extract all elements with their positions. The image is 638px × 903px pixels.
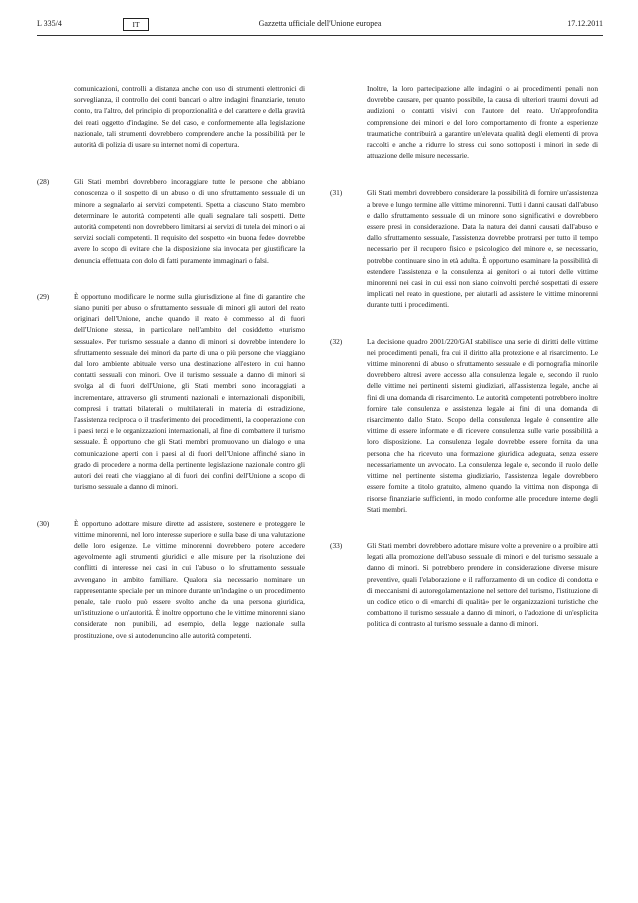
recital-33: [330, 540, 598, 630]
recital-text: Gli Stati membri dovrebbero adottare misure volte a prevenire o a proibire atti legati alla promozione dell'abuso sessuale di minori e del turismo sessuale a danno di minori. Si potrebbero prendere in considerazione diverse misure preventive, quali l'elaborazione e il rafforzamento di un codice di condotta e di meccanismi di autoregolamentazione nel settore del turismo, l'istituzione di un codice etico o di «marchi di qualità» per le organizzazioni turistiche che combattono il turismo sessuale a danno di minori, o l'adozione di un'esplicita politica di contrasto al turismo sessuale a danno di minori.: [367, 540, 598, 629]
left-column: [37, 83, 305, 641]
publication-date: 17.12.2011: [567, 19, 603, 28]
recital-number: (28): [37, 177, 50, 187]
recital-31: [330, 187, 598, 310]
recital-continuation: [37, 83, 305, 150]
recital-32: [330, 336, 598, 515]
recital-text: La decisione quadro 2001/220/GAI stabilisce una serie di diritti delle vittime nei procedimenti penali, fra cui il diritto alla protezione e al risarcimento. Le vittime minorenni di abuso o sfruttamento sessuale e di pornografia minorile dovrebbero altresì avere accesso alla consulenza legale e, secondo il ruolo delle vittime nei pertinenti sistemi giudiziari, all'assistenza legale, anche ai fini di una domanda di risarcimento. Le autorità competenti potrebbero inoltre fornire tale consulenza e assistenza legale ai fini di una domanda di risarcimento dallo Stato. Scopo della consulenza legale è consentire alle vittime di essere informate e di ricevere consulenza sulle varie possibilità a loro disposizione. La consulenza legale dovrebbe essere fornita da una persona che ha ricevuto una formazione giuridica adeguata, senza essere necessariamente un avvocato. La consulenza legale e, secondo il ruolo delle vittime nel pertinente sistema giudiziario, l'assistenza legale dovrebbero essere fornite a titolo gratuito, almeno quando la vittima non disponga di risorse finanziarie sufficienti, in modo conforme alle procedure interne degli Stati membri.: [367, 336, 598, 514]
journal-title: Gazzetta ufficiale dell'Unione europea: [258, 19, 382, 28]
header-rule: [37, 35, 603, 36]
recital-text: Inoltre, la loro partecipazione alle indagini o ai procedimenti penali non dovrebbe causare, per quanto possibile, la causa di ulteriori traumi dovuti ad audizioni o contatti visivi con l'autore del reato. Un'approfondita comprensione dei minori e del loro comportamento di fronte a esperienze traumatiche contribuirà a garantire un'elevata qualità degli elementi di prova raccolti e anche a ridurre lo stress cui sono sottoposti i minori in sede di attuazione delle misure necessarie.: [367, 84, 598, 161]
recital-text: Gli Stati membri dovrebbero incoraggiare tutte le persone che abbiano conoscenza o il sospetto di un abuso o di uno sfruttamento sessuale di un minore a segnalarlo ai servizi competenti. Spetta a ciascuno Stato membro determinare le autorità competenti alle quali segnalare tali sospetti. Dette autorità competenti non dovrebbero limitarsi ai servizi di tutela dei minori o ai servizi sociali competenti. Il requisito del sospetto «in buona fede» dovrebbe avere lo scopo di evitare che la disposizione sia invocata per giustificare la denuncia effettuata con dolo di fatti puramente immaginari o falsi.: [74, 177, 305, 265]
recital-text: È opportuno adottare misure dirette ad assistere, sostenere e proteggere le vittime minorenni, nel loro interesse superiore e sulla base di una valutazione delle loro esigenze. Le vittime minorenni dovrebbero potere accedere agevolmente agli strumenti giuridici e alle misure per la risoluzione dei conflitti di interesse nei casi in cui l'abuso o lo sfruttamento sessuale avvengano in ambito familiare. Qualora sia necessario nominare un rappresentante speciale per un minore durante un'indagine o un procedimento penale, tale ruolo può essere svolto anche da una persona giuridica, un'istituzione o un'autorità. È inoltre opportuno che le vittime minorenni siano considerate non punibili, ad esempio, della legge nazionale sulla prostituzione, ove si autodenuncino alle autorità competenti.: [74, 518, 305, 640]
right-column: [330, 83, 598, 630]
recital-text: comunicazioni, controlli a distanza anche con uso di strumenti elettronici di sorveglianza, il controllo dei conti bancari o altre indagini finanziarie, tenuto conto, tra l'altro, del principio di proporzionalità e del carattere e della gravità dei reati oggetto d'indagine. Se del caso, e conformemente alla legislazione nazionale, tali strumenti dovrebbero comprendere anche la possibilità per le autorità di polizia di usare su internet nomi di copertura.: [74, 84, 305, 150]
recital-30: [37, 518, 305, 641]
recital-29: [37, 291, 305, 493]
page-reference: L 335/4: [37, 19, 62, 28]
recital-text: Gli Stati membri dovrebbero considerare la possibilità di fornire un'assistenza a breve e lungo termine alle vittime minorenni. Tutti i danni causati dall'abuso e dallo sfruttamento sessuale di un minore sono significativi e dovrebbero essere presi in considerazione. Data la natura dei danni causati dall'abuso e dallo sfruttamento sessuale, l'assistenza dovrebbe protrarsi per tutto il tempo necessario per il recupero fisico e psicologico del minore e, se necessario, potrebbe continuare sino in età adulta. È opportuno esaminare la possibilità di estendere l'assistenza e la consulenza ai genitori o ai tutori delle vittime minorenni nei casi in cui essi non siano coinvolti perché sospettati di essere implicati nel reato in questione, per aiutarli ad assistere le vittime minorenni durante tutti i procedimenti.: [367, 188, 598, 310]
recital-number: (31): [330, 188, 343, 198]
recital-continuation: [330, 83, 598, 161]
recital-number: (32): [330, 336, 343, 346]
recital-number: (33): [330, 540, 343, 550]
language-badge: IT: [123, 18, 149, 31]
recital-text: È opportuno modificare le norme sulla giurisdizione al fine di garantire che siano puniti per abuso o sfruttamento sessuale di minori gli autori del reato originari dell'Unione, anche quando il reato è commesso al di fuori dell'Unione stessa, in particolare nell'ambito del cosiddetto «turismo sessuale». Per turismo sessuale a danno di minori si dovrebbe intendere lo sfruttamento sessuale dei minori da parte di una o più persone che viaggiano dal loro ambiente abituale verso una destinazione all'estero in cui hanno contatti sessuali con minori. Ove il turismo sessuale a danno di minori si svolga al di fuori dell'Unione, gli Stati membri sono incoraggiati a incrementare, attraverso gli strumenti nazionali e internazionali disponibili, compresi i trattati bilaterali o multilaterali in materia di estradizione, l'assistenza reciproca o il trasferimento dei procedimenti, la cooperazione con i paesi terzi e le organizzazioni internazionali, al fine di combattere il turismo sessuale. È opportuno che gli Stati membri promuovano un dialogo e una comunicazione aperti con i paesi al di fuori dell'Unione affinché siano in grado di procedere a norma della pertinente legislazione nazionale contro gli autori dei reati che viaggiano al di fuori dei confini dell'Unione a scopo di turismo sessuale a danno di minori.: [74, 291, 305, 492]
recital-number: (30): [37, 518, 50, 528]
recital-number: (29): [37, 291, 50, 301]
page-header: [37, 15, 603, 33]
recital-28: [37, 176, 305, 266]
